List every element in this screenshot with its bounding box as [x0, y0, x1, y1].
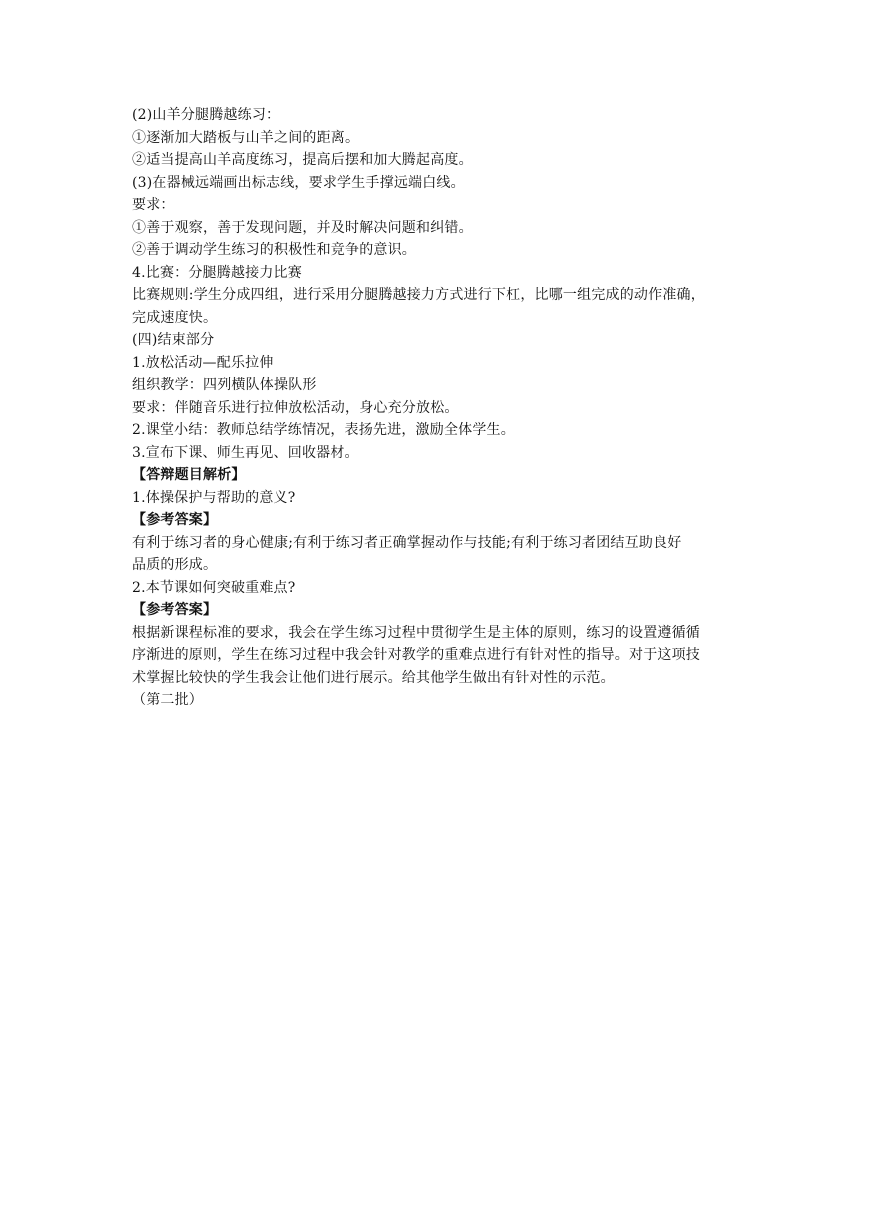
section-heading: 【答辩题目解析】 — [132, 467, 246, 483]
text-line: ②善于调动学生练习的积极性和竞争的意识。 — [132, 242, 416, 258]
answer-line: 根据新课程标准的要求，我会在学生练习过程中贯彻学生是主体的原则，练习的设置遵循循 — [132, 624, 700, 641]
text-line: (3)在器械远端画出标志线，要求学生手撑远端白线。 — [132, 174, 465, 191]
text-line: 4.比赛：分腿腾越接力比赛 — [132, 264, 302, 281]
text-line: 3.宣布下课、师生再见、回收器材。 — [132, 444, 359, 461]
answer-line: 术掌握比较快的学生我会让他们进行展示。给其他学生做出有针对性的示范。 — [132, 669, 615, 686]
text-line: ①逐渐加大踏板与山羊之间的距离。 — [132, 129, 360, 146]
text-line: 比赛规则:学生分成四组，进行采用分腿腾越接力方式进行下杠，比哪一组完成的动作准确， — [132, 287, 705, 303]
question-line: 1.体操保护与帮助的意义? — [132, 489, 296, 506]
document-body — [132, 104, 744, 712]
section-heading: (四)结束部分 — [132, 332, 215, 348]
text-line: 2.课堂小结：教师总结学练情况，表扬先进，激励全体学生。 — [132, 422, 515, 438]
text-line: (2)山羊分腿腾越练习： — [132, 107, 281, 123]
question-line: 2.本节课如何突破重难点? — [132, 579, 296, 596]
text-line: ①善于观察，善于发现问题，并及时解决问题和纠错。 — [132, 219, 473, 236]
batch-note: （第二批） — [132, 692, 203, 708]
text-line: 组织教学：四列横队体操队形 — [132, 377, 317, 393]
text-line: 要求： — [132, 197, 175, 213]
text-line: ②适当提高山羊高度练习，提高后摆和加大腾起高度。 — [132, 152, 473, 168]
answer-heading: 【参考答案】 — [132, 512, 218, 528]
text-line: 完成速度快。 — [132, 309, 218, 326]
answer-heading: 【参考答案】 — [132, 602, 218, 618]
text-line: 1.放松活动—配乐拉伸 — [132, 354, 274, 371]
text-line: 要求：伴随音乐进行拉伸放松活动，身心充分放松。 — [132, 399, 459, 416]
answer-line: 有利于练习者的身心健康;有利于练习者正确掌握动作与技能;有利于练习者团结互助良好 — [132, 534, 682, 551]
answer-line: 品质的形成。 — [132, 557, 218, 573]
answer-line: 序渐进的原则，学生在练习过程中我会针对教学的重难点进行有针对性的指导。对于这项技 — [132, 647, 700, 663]
